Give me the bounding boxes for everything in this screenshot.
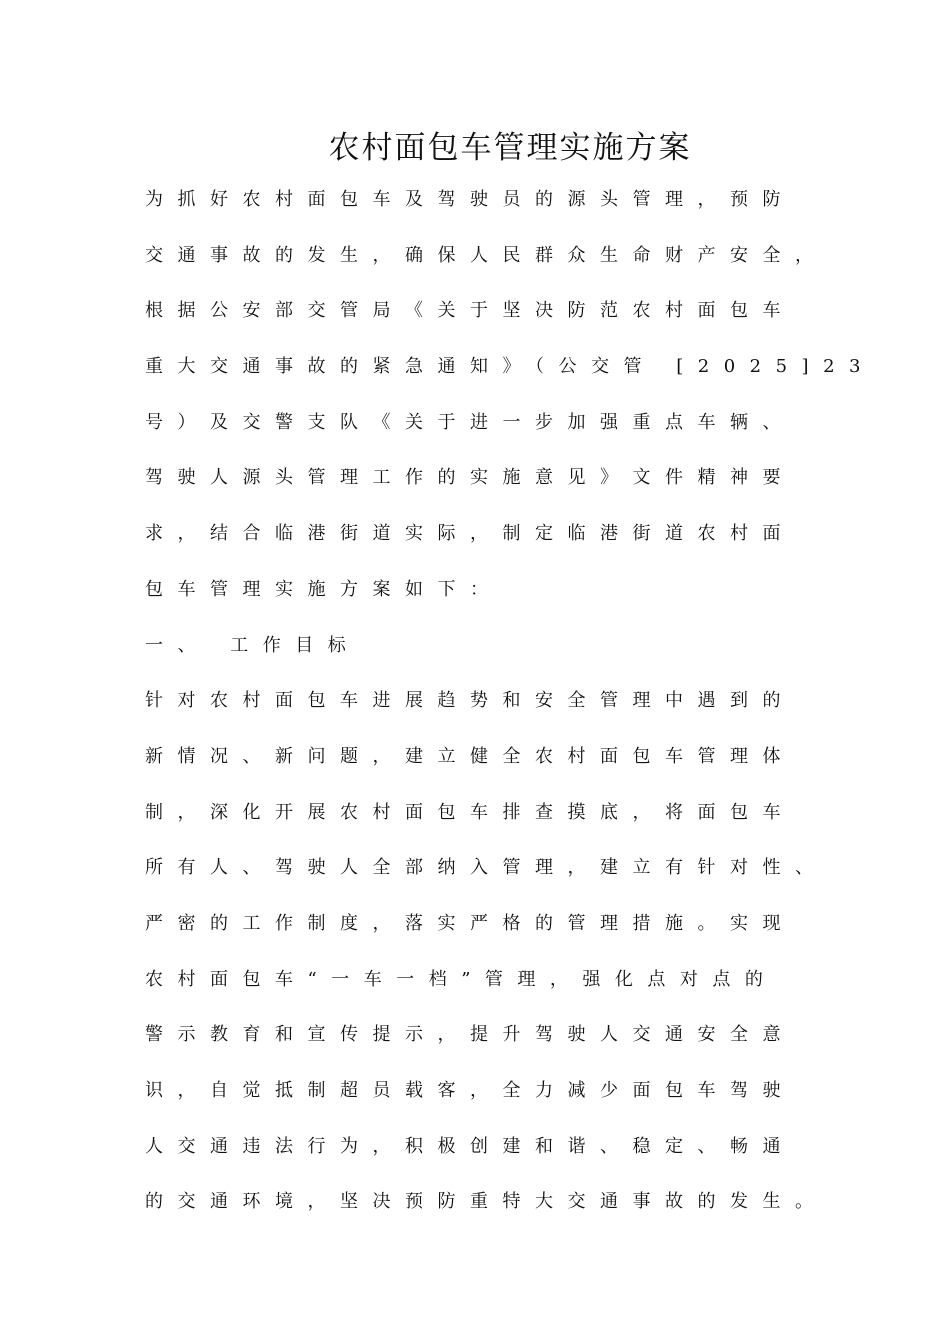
text-line: 驾驶人源头管理工作的实施意见》文件精神要	[145, 467, 795, 489]
text-line: 人交通违法行为，积极创建和谐、稳定、畅通	[145, 1135, 795, 1157]
text-line: 所有人、驾驶人全部纳入管理，建立有针对性、	[145, 857, 828, 879]
document-title: 农村面包车管理实施方案	[328, 130, 692, 166]
text-line: 警示教育和宣传提示，提升驾驶人交通安全意	[145, 1024, 795, 1046]
text-line: 识，自觉抵制超员载客，全力减少面包车驾驶	[145, 1080, 795, 1101]
text-line: 包车管理实施方案如下：	[145, 578, 503, 600]
text-line: 重大交通事故的紧急通知》（公交管 [2025]23	[145, 356, 875, 378]
text-line: 求，结合临港街道实际，制定临港街道农村面	[145, 523, 795, 545]
text-line: 农村面包车“一车一档”管理，强化点对点的	[145, 968, 778, 990]
text-line: 根据公安部交管局《关于坚决防范农村面包车	[145, 300, 795, 322]
text-line: 的交通环境，坚决预防重特大交通事故的发生。	[145, 1191, 828, 1213]
text-line: 为抓好农村面包车及驾驶员的源头管理，预防	[145, 189, 795, 210]
text-line: 针对农村面包车进展趋势和安全管理中遇到的	[145, 690, 795, 712]
text-line: 号）及交警支队《关于进一步加强重点车辆、	[145, 411, 795, 433]
text-line: 交通事故的发生，确保人民群众生命财产安全，	[145, 244, 828, 266]
text-line: 新情况、新问题，建立健全农村面包车管理体	[145, 745, 795, 767]
document-body	[145, 178, 875, 1236]
section-heading: 一、 工作目标	[145, 634, 361, 656]
text-line: 严密的工作制度，落实严格的管理措施。实现	[145, 912, 795, 934]
text-line: 制，深化开展农村面包车排查摸底，将面包车	[145, 801, 795, 823]
